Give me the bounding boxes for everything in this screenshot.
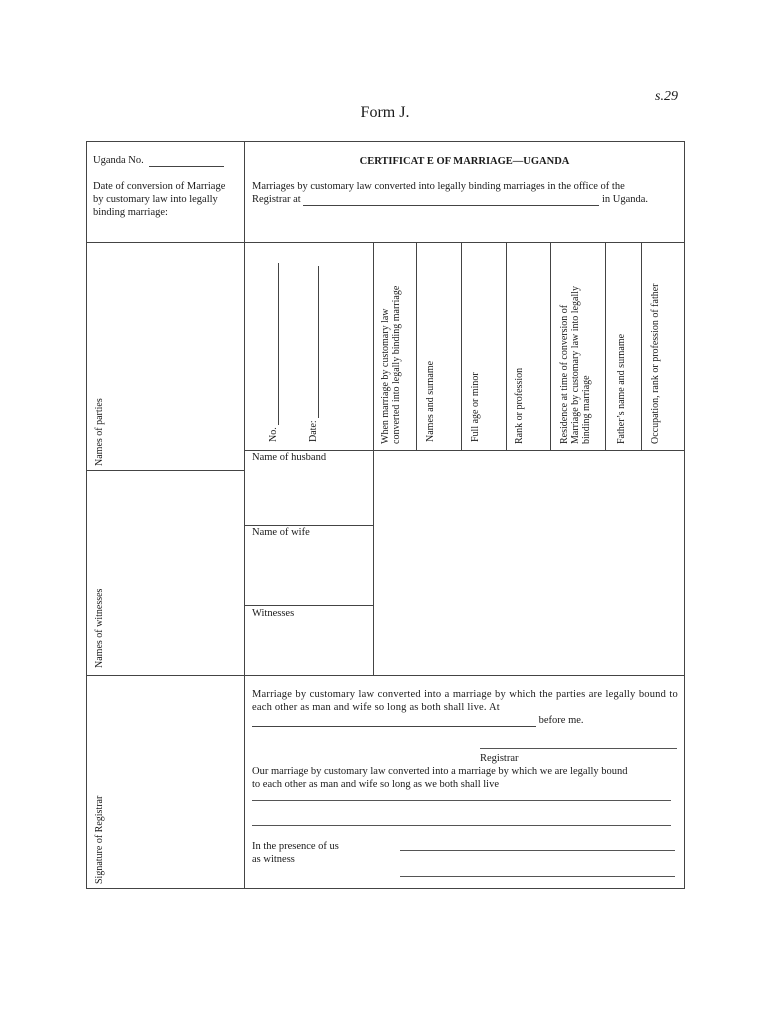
names-of-witnesses-label: Names of witnesses xyxy=(94,588,105,668)
registrar-at-label: Registrar at xyxy=(252,194,301,205)
column-header-residence: Residence at time of conversion of Marriage by customary law into legally binding marriage xyxy=(559,285,592,444)
divider xyxy=(605,242,606,450)
presence-label-line-2: as witness xyxy=(252,854,295,865)
column-header-when-converted: When marriage by customary law converted into legally binding marriage xyxy=(380,285,402,444)
in-uganda-label: in Uganda. xyxy=(601,194,649,205)
divider xyxy=(86,675,685,676)
date-of-conversion-label: Date of conversion of Marriage by customary law into legally binding marriage: xyxy=(93,181,226,218)
witness-signature-line-2[interactable] xyxy=(400,876,675,877)
date-field[interactable] xyxy=(308,266,319,442)
registrar-signature-line[interactable] xyxy=(480,748,677,749)
form-title: Form J. xyxy=(360,104,410,121)
divider xyxy=(416,242,417,450)
registrar-caption: Registrar xyxy=(480,753,519,764)
at-place-field[interactable] xyxy=(252,714,584,727)
divider xyxy=(86,242,685,243)
names-of-parties-label: Names of parties xyxy=(94,398,105,466)
uganda-no-field[interactable] xyxy=(93,154,224,167)
divider xyxy=(506,242,507,450)
registrar-at-field[interactable] xyxy=(252,193,648,206)
presence-label-line-1: In the presence of us xyxy=(252,841,339,852)
parties-declaration-line-1: Our marriage by customary law converted into a marriage by which we are legally bound xyxy=(252,766,628,777)
divider xyxy=(244,141,245,889)
divider xyxy=(86,470,244,471)
certificate-title: CERTIFICAT E OF MARRIAGE—UGANDA xyxy=(359,156,570,167)
column-header-full-age: Full age or minor xyxy=(470,372,481,442)
divider xyxy=(461,242,462,450)
witness-signature-line-1[interactable] xyxy=(400,850,675,851)
divider xyxy=(244,605,373,606)
column-header-rank-or-profession: Rank or profession xyxy=(514,367,525,444)
column-header-fathers-name: Father’s name and surname xyxy=(616,333,627,444)
registrar-declaration: Marriage by customary law converted into a marriage by which the parties are legally bound to each other as man and wife so long as both shall live. At xyxy=(252,689,678,713)
signature-of-registrar-label: Signature of Registrar xyxy=(94,795,105,884)
section-reference: s.29 xyxy=(655,89,678,104)
no-label: No. xyxy=(268,427,279,442)
office-text-line-1: Marriages by customary law converted into legally binding marriages in the office of the xyxy=(252,181,625,192)
divider xyxy=(641,242,642,450)
divider xyxy=(373,242,374,675)
wife-signature-line[interactable] xyxy=(252,825,671,826)
name-of-wife-label: Name of wife xyxy=(252,527,310,538)
witnesses-label: Witnesses xyxy=(252,608,295,619)
column-header-names-and-surname: Names and surname xyxy=(425,360,436,442)
uganda-no-label: Uganda No. xyxy=(93,155,144,166)
date-label: Date: xyxy=(308,420,319,442)
husband-signature-line[interactable] xyxy=(252,800,671,801)
before-me-label: before me. xyxy=(538,715,584,726)
no-field[interactable] xyxy=(268,263,279,442)
name-of-husband-label: Name of husband xyxy=(252,452,327,463)
column-header-fathers-occupation: Occupation, rank or profession of father xyxy=(650,283,661,444)
parties-declaration-line-2: to each other as man and wife so long as we both shall live xyxy=(252,779,499,790)
divider xyxy=(550,242,551,450)
